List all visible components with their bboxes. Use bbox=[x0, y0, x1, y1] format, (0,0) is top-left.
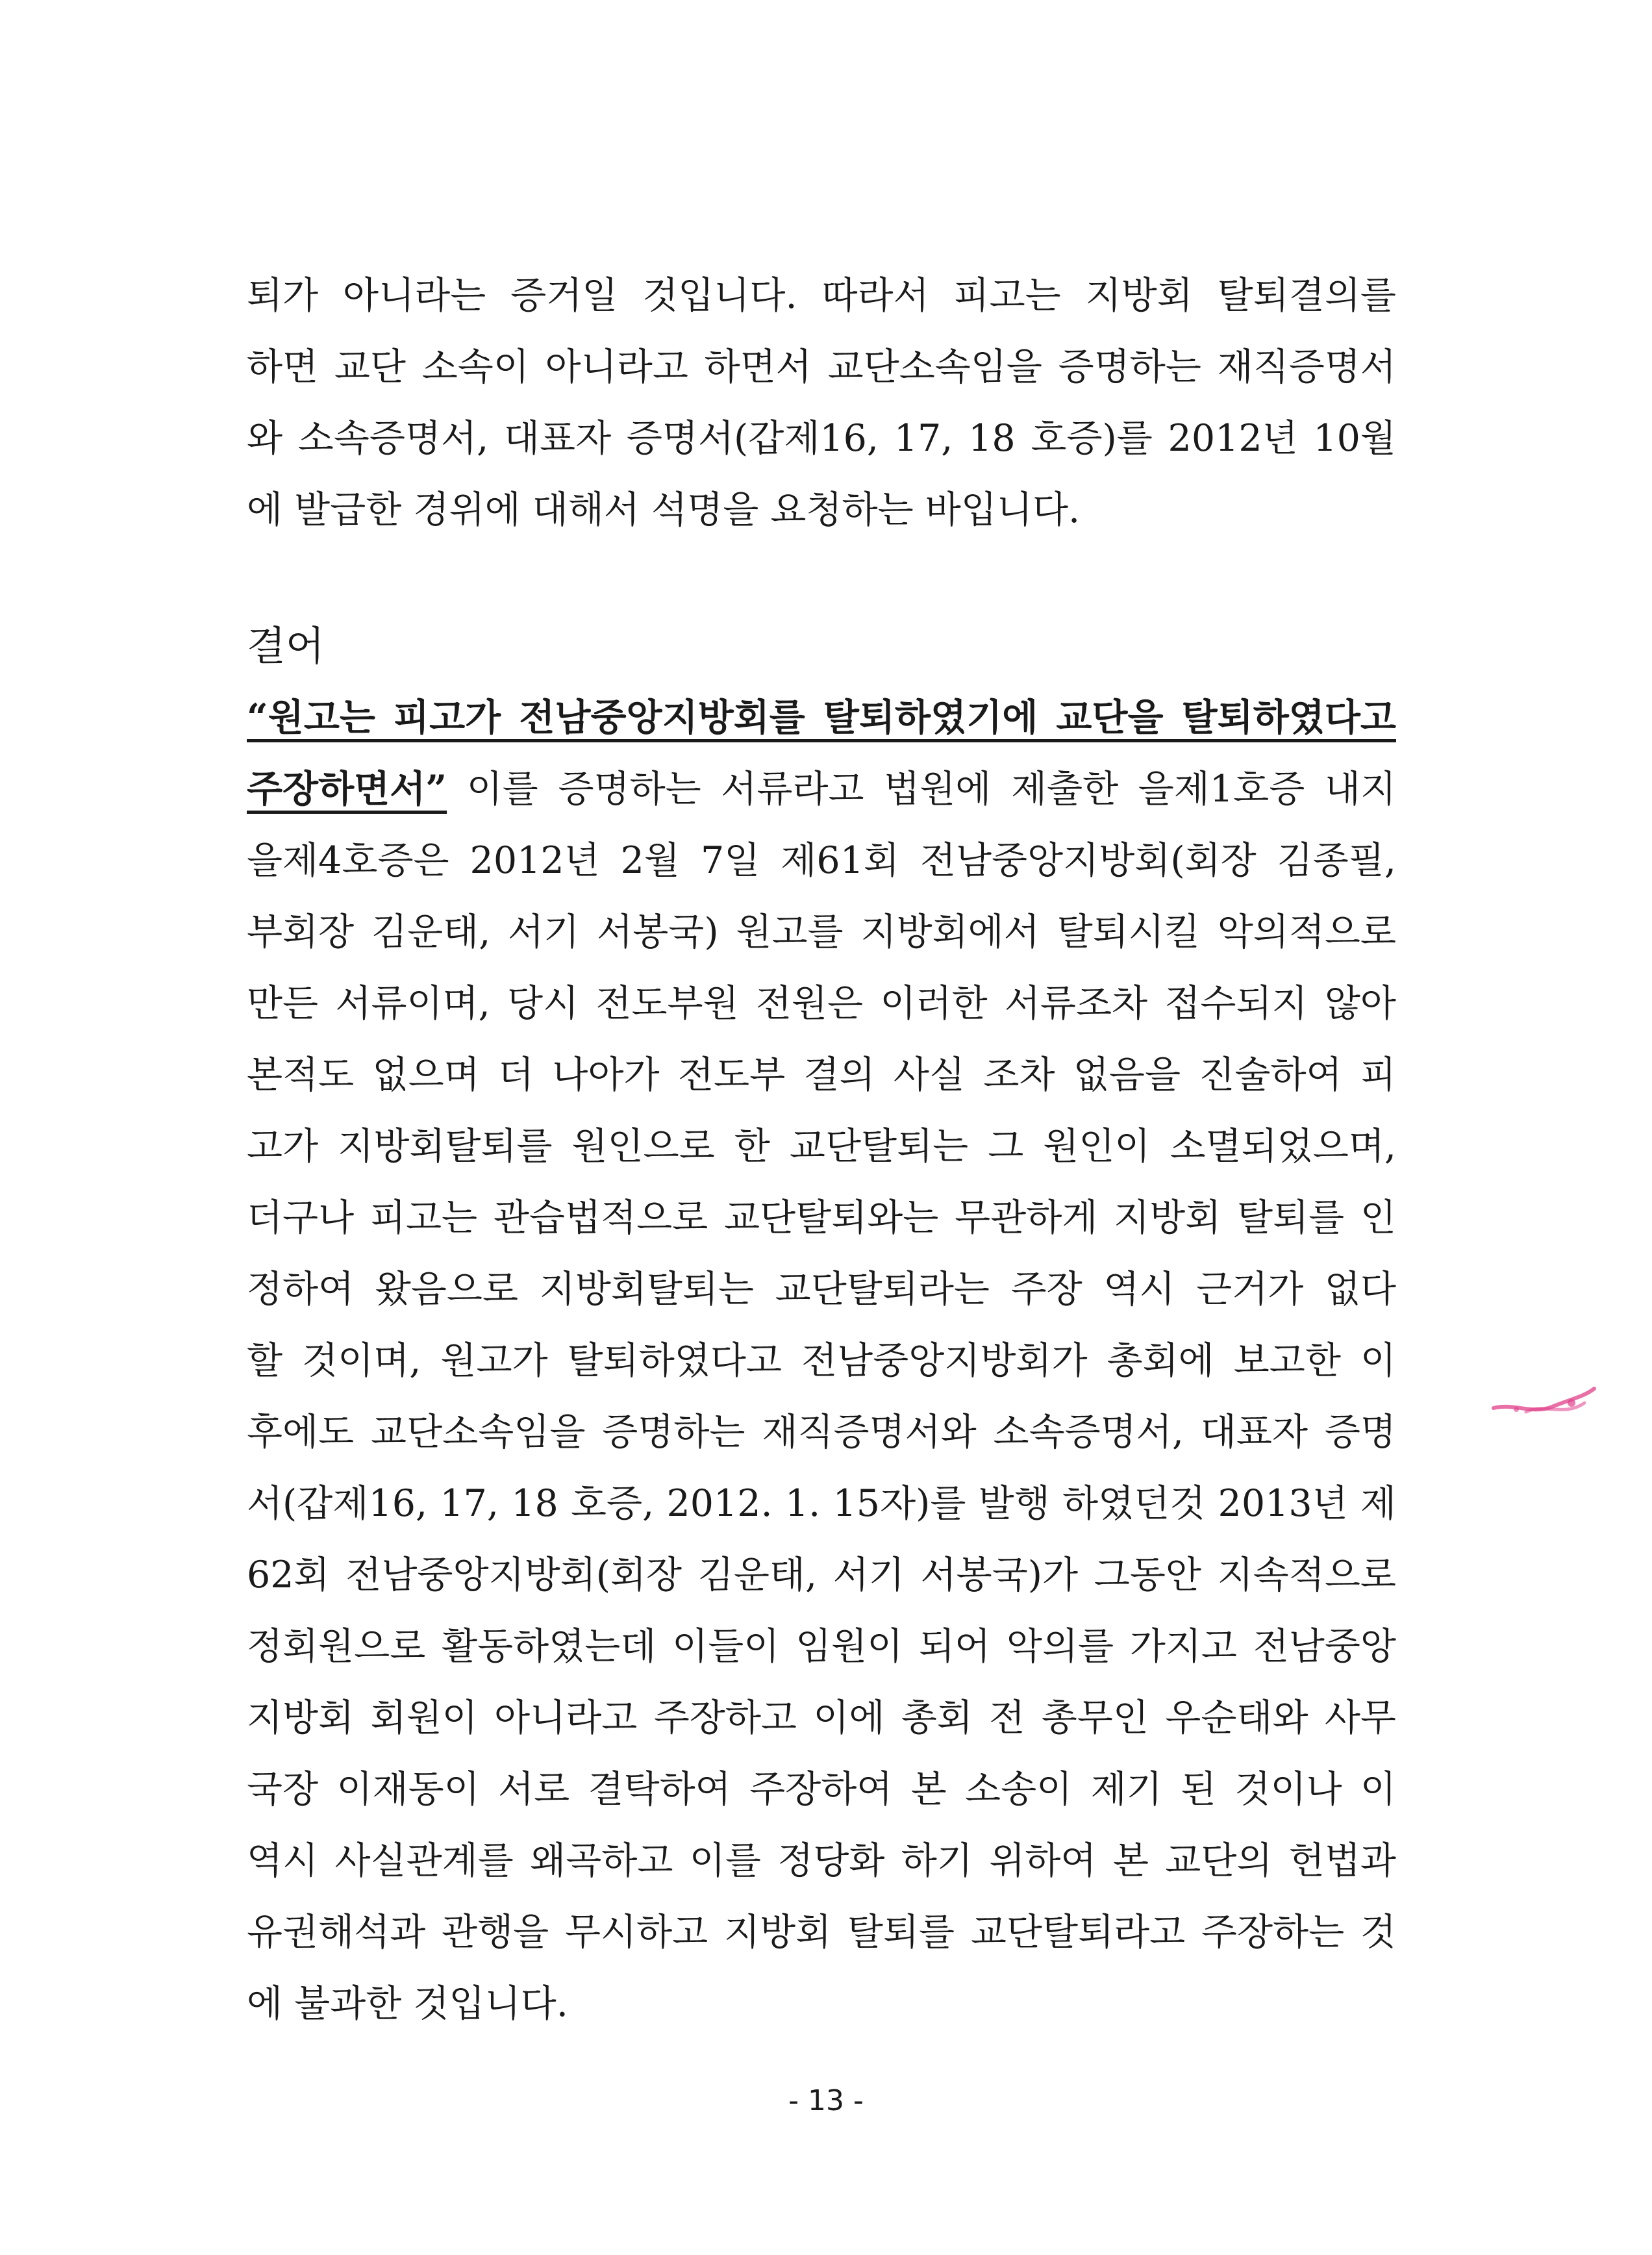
body-line: 정회원으로 활동하였는데 이들이 임원이 되어 악의를 가지고 전남중앙 bbox=[247, 1625, 1396, 1668]
body-line: 하면 교단 소속이 아니라고 하면서 교단소속임을 증명하는 재직증명서 bbox=[247, 346, 1396, 388]
page-number: - 13 - bbox=[788, 2084, 864, 2117]
body-line: 와 소속증명서, 대표자 증명서(갑제16, 17, 18 호증)를 2012년 10월 bbox=[247, 417, 1396, 460]
underlined-claim: “원고는 피고가 전남중앙지방회를 탈퇴하였기에 교단을 탈퇴하였다고 bbox=[247, 696, 1396, 739]
conclusion-heading: 결어 bbox=[247, 622, 325, 670]
seal-stamp bbox=[1487, 1383, 1597, 1422]
body-line: 할 것이며, 원고가 탈퇴하였다고 전남중앙지방회가 총회에 보고한 이 bbox=[247, 1339, 1396, 1382]
body-line: 62회 전남중앙지방회(회장 김운태, 서기 서봉국)가 그동안 지속적으로 bbox=[247, 1554, 1396, 1596]
body-line: 에 발급한 경위에 대해서 석명을 요청하는 바입니다. bbox=[247, 488, 1081, 531]
body-line: 본적도 없으며 더 나아가 전도부 결의 사실 조차 없음을 진술하여 피 bbox=[247, 1053, 1396, 1096]
body-line-underlined bbox=[247, 692, 1396, 744]
body-line: 서(갑제16, 17, 18 호증, 2012. 1. 15자)를 발행 하였던것 2013년 제 bbox=[247, 1482, 1396, 1525]
body-line: 퇴가 아니라는 증거일 것입니다. 따라서 피고는 지방회 탈퇴결의를 bbox=[247, 274, 1396, 317]
body-line: 만든 서류이며, 당시 전도부원 전원은 이러한 서류조차 접수되지 않아 bbox=[247, 982, 1396, 1025]
body-line: 유권해석과 관행을 무시하고 지방회 탈퇴를 교단탈퇴라고 주장하는 것 bbox=[247, 1911, 1396, 1954]
stamp-dot bbox=[1514, 1407, 1519, 1412]
body-line bbox=[247, 763, 1396, 815]
line-text: 이를 증명하는 서류라고 법원에 제출한 을제1호증 내지 bbox=[447, 768, 1396, 811]
body-line: 고가 지방회탈퇴를 원인으로 한 교단탈퇴는 그 원인이 소멸되었으며, bbox=[247, 1125, 1396, 1168]
body-line: 정하여 왔음으로 지방회탈퇴는 교단탈퇴라는 주장 역시 근거가 없다 bbox=[247, 1268, 1396, 1311]
body-line: 역시 사실관계를 왜곡하고 이를 정당화 하기 위하여 본 교단의 헌법과 bbox=[247, 1839, 1396, 1882]
body-line: 더구나 피고는 관습법적으로 교단탈퇴와는 무관하게 지방회 탈퇴를 인 bbox=[247, 1196, 1396, 1239]
body-line: 에 불과한 것입니다. bbox=[247, 1982, 568, 2025]
body-line: 지방회 회원이 아니라고 주장하고 이에 총회 전 총무인 우순태와 사무 bbox=[247, 1696, 1396, 1739]
body-line: 후에도 교단소속임을 증명하는 재직증명서와 소속증명서, 대표자 증명 bbox=[247, 1411, 1396, 1454]
body-line: 을제4호증은 2012년 2월 7일 제61회 전남중앙지방회(회장 김종필, bbox=[247, 839, 1396, 882]
body-line: 국장 이재동이 서로 결탁하여 주장하여 본 소송이 제기 된 것이나 이 bbox=[247, 1768, 1396, 1811]
stamp-dot bbox=[1568, 1399, 1575, 1407]
underlined-claim-end: 주장하면서” bbox=[247, 767, 447, 811]
body-line: 부회장 김운태, 서기 서봉국) 원고를 지방회에서 탈퇴시킬 악의적으로 bbox=[247, 911, 1396, 953]
